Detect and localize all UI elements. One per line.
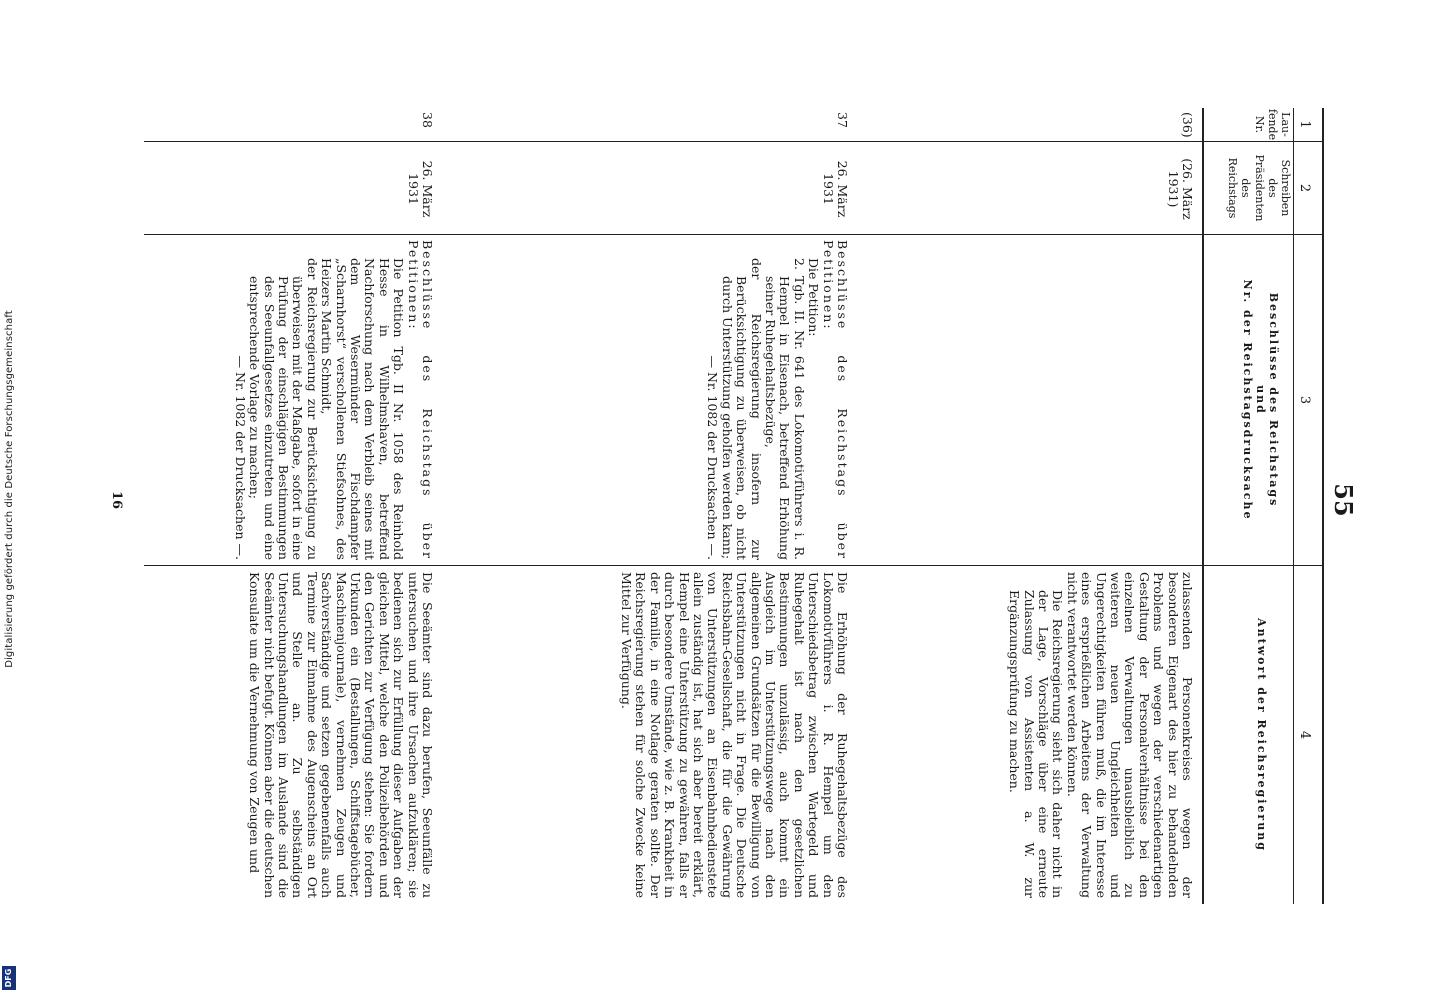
row-38-line-1: Die Petition Tgb. II Nr. 1058 des Reinhold Hesse in Wilhelmshaven, betreffend Nachforschung nach dem Verbleib seines mit dem Wesermünder Fischdampfer „Scharnhorst“ verschollenen Stiefsohnes, des Heizers Martin Schmidt, (319, 258, 407, 560)
row-37-date: 26. März 1931 (820, 160, 850, 218)
row-36-nr: (36) (1180, 112, 1195, 138)
col3-label: Beschlüsse des Reichstags und Nr. der Reichstagsdrucksache (1240, 279, 1280, 521)
column-rule-2 (144, 234, 1324, 235)
row-37-antwort-p1: Die Erhöhung der Ruhegehaltsbezüge des Lokomotivführers i. R. Hempel um den Unterschiedsbetrag zwischen Wartegeld und Ruhegehalt ist nach den gesetzlichen Bestimmungen unzulässig, auch kommt ein Ausgleich im Unterstützungswege nach den allgemeinen Grundsätzen für die Bewilligung von Unterstützungen nicht in Frage. Die Deutsche Reichsbahn-Gesellschaft, die für die Gewährung von Unterstützungen an Eisenbahnbedienstete allein zuständig ist, hat sich aber bereit erklärt, Hempel eine Unterstützung zu gewähren, falls er durch besondere Umstände, wie z. B. Krankheit in der Familie, in eine Notlage geraten sollte. Der Reichsregierung stehen für solche Zwecke keine Mittel zur Verfügung. (618, 572, 850, 898)
column-rule-3 (144, 565, 1324, 566)
row-37-nr: 37 (835, 112, 850, 128)
document-page (34, 0, 1434, 1000)
col1-number: 1 (1297, 120, 1312, 129)
row-38-date: 26. März 1931 (405, 160, 435, 218)
page-number: 55 (1329, 483, 1358, 517)
row-36-antwort-p2: Die Reichsregierung sieht sich daher nicht in der Lage, Vorschläge über eine erneute Zulassung von Assistenten a. W. zur Ergänzungsprüfung zu machen. (1007, 590, 1066, 898)
row-37-drucksache: — Nr. 1082 der Drucksachen —. (705, 355, 721, 560)
row-38-antwort (247, 572, 434, 898)
dfg-logo-text: DFG (4, 968, 13, 988)
col4-label: Antwort der Reichsregierung (1255, 618, 1268, 852)
row-37-line-2: 2. Tgb. II. Nr. 641 des Lokomotivführers i. R. Hempel in Eisenach, betreffend Erhöhung seiner Ruhegehaltsbezüge, (762, 258, 807, 560)
row-37-line-1: Die Petition: (806, 258, 822, 337)
footer-number: 16 (109, 490, 124, 510)
row-37-antwort (619, 572, 850, 898)
row-37-beschluss (705, 240, 849, 560)
row-36-antwort-p1: zulassenden Personenkreises wegen der besonderen Eigenart des hier zu behandelnden Problems und wegen der verschiedenartigen Gestaltung der Personalverhältnisse bei den einzelnen Verwaltungen unausbleiblich zu weiteren neuen Ungleichheiten und Ungerechtigkeiten führen muß, die im Interesse eines ersprießlichen Arbeitens der Verwaltung nicht verantwortet werden können. (1064, 572, 1195, 898)
row-38-drucksache: — Nr. 1082 der Drucksachen —. (232, 355, 248, 560)
col2-number: 2 (1297, 183, 1312, 193)
col1-label: Lau- fende Nr. (1252, 108, 1292, 141)
row-38-line-2: der Reichsregierung zur Berücksichtigung zu überweisen mit der Maßgabe, sofort in eine Prüfung der einschlägigen Bestimmungen des Seeunfallgesetzes einzutreten und eine entsprechende Vorlage zu machen; (247, 258, 320, 560)
row-38-beschluss (232, 240, 434, 560)
column-rule-1 (144, 141, 1324, 142)
dfg-logo (2, 966, 16, 990)
row-38-heading: Beschlüsse des Reichstags über Petitionen: (405, 240, 435, 560)
row-37-line-3: der Reichsregierung insofern zur Berücksichtigung zu überweisen, ob nicht durch Unterstützung geholfen werden kann; (719, 258, 764, 560)
digitization-note-text: Digitalisierung gefördert durch die Deutsche Forschungsgemeinschaft (4, 310, 15, 668)
col3-number: 3 (1297, 395, 1312, 405)
col2-label: Schreiben des Präsidenten des Reichstags (1226, 154, 1292, 222)
row-36-antwort (1007, 572, 1194, 898)
row-36-date: (26. März 1931) (1165, 158, 1195, 220)
col4-number: 4 (1297, 730, 1312, 740)
row-38-antwort-p1: Die Seeämter sind dazu berufen, Seeunfälle zu untersuchen und ihre Ursachen aufzuklären; sie bedienen sich zur Erfüllung dieser Aufgaben der gleichen Mittel, welche den Polizeibehörden und den Gerichten zur Verfügung stehen: Sie fordern Urkunden ein (Bestallungen, Schiffstagebücher, Maschinenjournale), vernehmen Zeugen und Sachverständige und setzen gegebenenfalls auch Termine zur Einnahme des Augenscheins an Ort und Stelle an. Zu selbständigen Untersuchungshandlungen im Auslande sind die Seeämter nicht befugt. Können aber die deutschen Konsulate um die Vernehmung von Zeugen und (247, 572, 435, 898)
row-38-nr: 38 (420, 112, 435, 128)
row-37-heading: Beschlüsse des Reichstags über Petitionen: (820, 240, 850, 560)
table-top-rule (1322, 108, 1324, 904)
digitization-note (0, 0, 18, 1000)
